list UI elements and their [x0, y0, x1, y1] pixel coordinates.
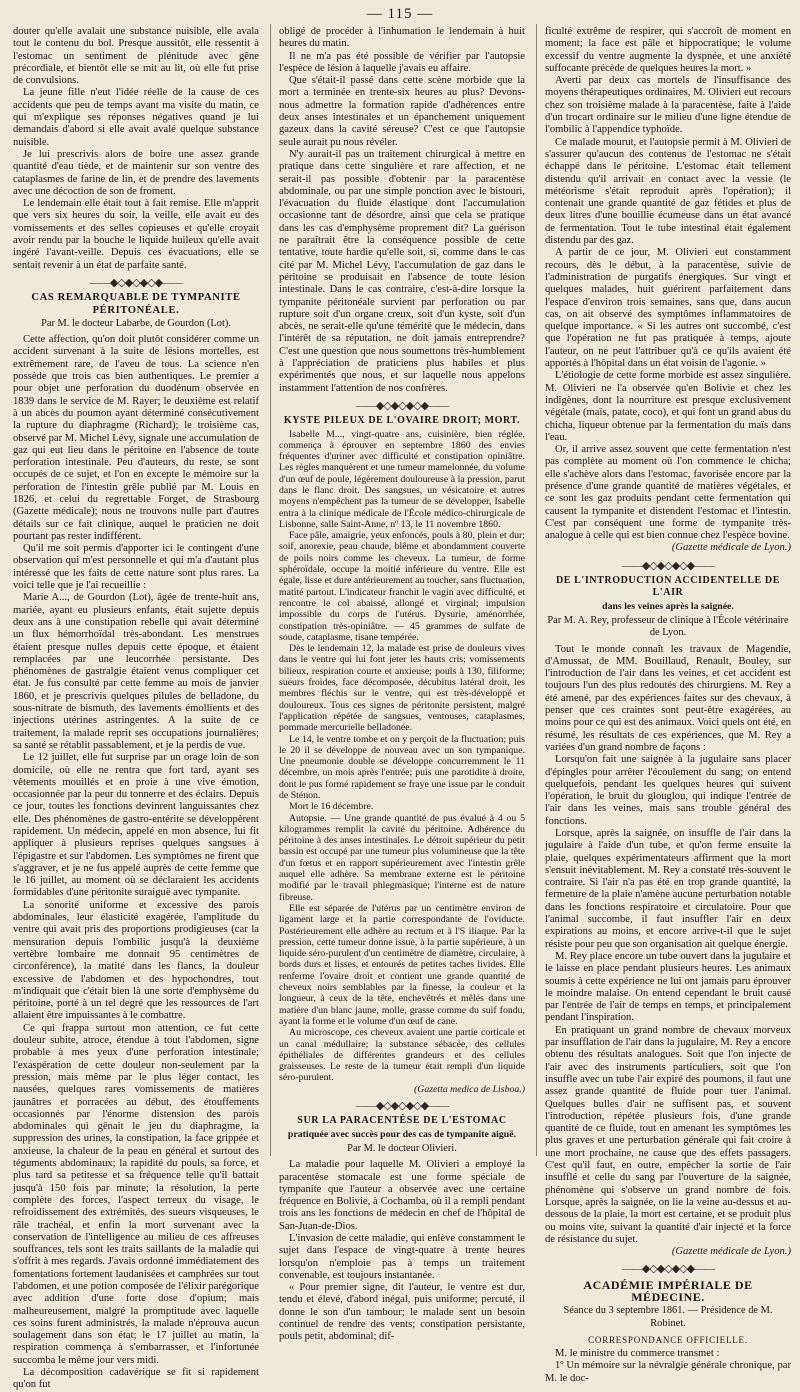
paragraph: La jeune fille n'eut l'idée réelle de la cause de ces accidents que peu de temps avant ma visite du matin, ce qui m'explique ses réponses négatives quand je lui demandais d'abord si elle avait avalé quelque substance nuisible. [13, 87, 259, 148]
column-divider [270, 24, 271, 1156]
article-subtitle: dans les veines après la saignée. [602, 600, 734, 612]
paragraph: ficulté extrême de respirer, qui s'accroît de moment en moment; la face est pâle et hippocratique; le volume excessif du ventre augmente la dyspnée, et une anxiété suffocante précède de quelques heures la mort. » [545, 26, 791, 74]
section-separator: ——◆◇◆◇◆◇◆—— [355, 399, 449, 412]
paragraph: La décomposition cadavérique se fit si rapidement qu'on fut [13, 1367, 259, 1391]
article-author: Par M. le docteur Labarbe, de Gourdon (Lot). [41, 317, 231, 329]
source-citation: (Gazette médicale de Lyon.) [671, 1246, 791, 1258]
section-separator: ——◆◇◆◇◆◇◆—— [621, 559, 715, 572]
paragraph: N'y aurait-il pas un traitement chirurgical à mettre en pratique dans cette singulière et rare affection, et ne serait-il pas possible d'obtenir par la paracentèse abdominale, ou par une simple ponction avec le bistouri, l'évacuation du fluide élastique dont l'accumulation occasionne tant de désordre, ainsi que cela se pratique dans les cas d'emphysème proprement dit? La guérison ne paraîtrait être la conséquence possible de cette tentative, toute hardie qu'elle soit, si, comme dans le cas cité par M. Michel Lévy, l'accumulation de gaz dans le péritoine se produisait en l'absence de toute lésion intestinale. Dans le cas contraire, c'est-à-dire lorsque la tympanite péritonéale survient par perforation ou par rupture soit d'un organe creux, soit d'un kyste, soit d'un abcès, ne serait-elle qu'une témérité que le médecin, dans l'intérêt de sa réputation, ne doit jamais entreprendre? C'est une question que nous soumettons très-humblement à l'appréciation de praticiens plus habiles et plus expérimentés que nous, et sur laquelle nous appelons instamment l'attention de nos confrères. [279, 148, 525, 394]
article-subtitle: pratiquée avec succès pour des cas de tympanite aiguë. [287, 1128, 517, 1140]
paragraph: Il ne m'a pas été possible de vérifier par l'autopsie l'espèce de lésion à laquelle j'avais eu affaire. [279, 50, 525, 74]
article-title: KYSTE PILEUX DE L'OVAIRE DROIT; MORT. [283, 415, 521, 427]
paragraph: Le 14, le ventre tombe et on y perçoit de la fluctuation; puis le 20 il se développe de nouveau avec un son tympanique. Une pneumonie double se développe concurremment le 11 décembre, un mois après l'entrée; puis une parotidite à droite, dont le pus formé rapidement se fraye une issue par le conduit de Sténon. [279, 733, 525, 801]
paragraph: douter qu'elle avalait une substance nuisible, elle avala tout le contenu du bol. Presque aussitôt, elle ressentit à l'estomac un sentiment de plénitude avec gêne précordiale, et bientôt elle se mit au lit, où elle fut prise de convulsions. [13, 26, 259, 87]
paragraph: La sonorité uniforme et excessive des parois abdominales, leur élasticité exagérée, l'amplitude du ventre qui avait pris des proportions prodigieuses (car la mensuration depuis l'ombilic jusqu'à la deuxième vertèbre lombaire me donnait 95 centimètres de circonférence), la matité dans les flancs, la douleur excessive de l'abdomen et des hypochondres, tout m'indiquait que c'était bien là une sorte d'emphysème du péritoine, porté à un tel degré que les ressources de l'art allaient être impuissantes à le combattre. [13, 899, 259, 1022]
paragraph: Lorsque, après la saignée, on insuffle de l'air dans la jugulaire à l'aide d'un tube, et qu'on ferme ensuite la plaie, quelques expérimentateurs affirment que la mort s'ensuit inévitablement. M. Rey a constaté très-souvent le contraire. Si l'air n'a pas été en trop grande quantité, la fermeture de la plaie n'amène aucune perturbation notable dans les fonctions respiratoire et circulatoire. Pour que l'animal succombe, il faut insuffler l'air en deux expirations au moins, et encore arrive-t-il que le sujet résiste pour peu que son organisation ait quelque énergie. [545, 828, 791, 950]
paragraph: L'invasion de cette maladie, qui enlève constamment le sujet dans l'espace de vingt-quatre à trente heures lorsqu'on n'emploie pas à temps un traitement convenable, est toujours instantanée. [279, 1232, 525, 1281]
paragraph: Averti par deux cas mortels de l'insuffisance des moyens thérapeutiques ordinaires, M. Olivieri eut recours chez son troisième malade à la paracentèse, faite à l'aide d'un trocart ordinaire sur le milieu d'une ligne étendue de l'ombilic à l'appendice typhoïde. [545, 75, 791, 136]
article-title: SUR LA PARACENTÈSE DE L'ESTOMAC [297, 1115, 507, 1127]
paragraph: Au microscope, ces cheveux avaient une partie corticale et un canal médullaire; la substance sébacée, des cellules épithéliales de différentes grandeurs et des cellules graisseuses. Le reste de la tumeur était rempli d'un liquide séro-purulent. [279, 1027, 525, 1084]
paragraph: Or, il arrive assez souvent que cette fermentation n'est pas complète au moment où l'on commence le chicha; elle s'achève alors dans l'estomac, favorisée encore par la présence d'une grande quantité de matières végétales, et ce sont les gaz produits pendant cette fermentation qui causent la tympanite et distendent l'estomac et l'intestin. C'est par conséquent une forme de tympanite très-analogue à celle qui est bien connue chez l'espèce bovine. [545, 444, 791, 542]
paragraph: M. Rey place encore un tube ouvert dans la jugulaire et le laisse en place pendant plusieurs heures. Les animaux soumis à cette expérience ne lui ont jamais paru éprouver le moindre malaise. On entend cependant le bruit causé par l'entrée de l'air de temps en temps, et principalement pendant l'inspiration. [545, 950, 791, 1024]
section-separator: ——◆◇◆◇◆◇◆—— [89, 276, 183, 289]
paragraph: Le lendemain elle était tout à fait remise. Elle m'apprit que vers six heures du soir, la veille, elle avait eu des vomissements et des selles copieuses et qu'elle croyait avoir rendu par la bouche le liquide huileux qu'elle avait ingéré l'avant-veille. Depuis ces évacuations, elle se sentait revenir à un état de parfaite santé. [13, 198, 259, 271]
article-author: Par M. A. Rey, professeur de clinique à l'École vétérinaire de Lyon. [547, 614, 789, 639]
paragraph: « Pour premier signe, dit l'auteur, le ventre est dur, tendu et élevé, d'abord inégal, puis uniforme; percuté, il donne le son d'un tambour; le malade sent un besoin continuel de rendre des vents; constipation persistante, pouls petit, abdominal; dif- [279, 1282, 525, 1343]
paragraph: Mort le 16 décembre. [289, 801, 374, 813]
column-divider [536, 24, 537, 1156]
source-citation: (Gazette médicale de Lyon.) [671, 542, 791, 554]
paragraph: Le 12 juillet, elle fut surprise par un orage loin de son domicile, où elle ne rentra que fort tard, ayant ses vêtements mouillés et en proie à une vive émotion, occasionnée par la peur du tonnerre et des éclairs. Depuis ce jour, toutes les fonctions devinrent languissantes chez elle. Des phénomènes de gastro-entérite se développèrent rapidement. Un médecin, appelé en mon absence, lui fit appliquer à plusieurs reprises quelques sangsues à l'épigastre et sur l'abdomen. Les symptômes ne firent que s'aggraver, et je ne fus appelé auprès de cette femme que le 16 juillet, au moment où se déclaraient les accidents formidables d'une péritonite suraiguë avec tympanite. [13, 752, 259, 899]
paragraph: Isabelle M..., vingt-quatre ans, cuisinière, bien réglée, commença à éprouver en septembre 1860 des envies fréquentes d'uriner avec difficulté et constipation opiniâtre. Les règles manquèrent et une tumeur mamelonnée, du volume d'un œuf de poule, légèrement douloureuse à la pression, parut dans le flanc droit. Des sangsues, un vésicatoire et autres moyens n'empêchent pas la tumeur de se développer, Isabelle entra à la clinique médicale de l'École médico-chirurgicale de Lisbonne, salle Saint-Anne, nº 13, le 11 novembre 1860. [279, 428, 525, 530]
academy-heading: ACADÉMIE IMPÉRIALE DE MÉDECINE. [583, 1277, 753, 1304]
paragraph: Face pâle, amaigrie, yeux enfoncés, pouls à 80, plein et dur; soif, anorexie, peau chaude, blême et abondamment couverte de poils noirs comme les cheveux. La tumeur, de forme sphéroïdale, occupe la moitié inférieure du ventre. Elle est égale, lisse et dure antérieurement au toucher, sans fluctuation, matité partout. L'indicateur franchit le vagin avec difficulté, et rencontre le col abaissé, allongé et virginal; impulsion impossible du corps de l'utérus. Dysurie, aménorrhée, constipation très-opiniâtre. — 45 grammes de sulfate de soude, cataplasme, tisane tempérée. [279, 530, 525, 643]
source-citation: (Gazetta medica de Lisboa.) [413, 1083, 525, 1095]
paragraph: obligé de procéder à l'inhumation le lendemain à huit heures du matin. [279, 26, 525, 50]
paragraph: L'étiologie de cette forme morbide est assez singulière. M. Olivieri ne l'a observée qu'en Bolivie et chez les indigènes, dont la nourriture est presque exclusivement végétale (maïs, patate, coco), et qui font un grand abus du chicha, liqueur obtenue par la fermentation du maïs dans l'eau. [545, 370, 791, 443]
article-author: Par M. le docteur Olivieri. [347, 1142, 457, 1154]
paragraph: M. le ministre du commerce transmet : [555, 1348, 720, 1360]
paragraph: Lorsqu'on fait une saignée à la jugulaire sans placer d'épingles pour arrêter l'écoulement du sang; on entend quelquefois, pendant les quelques heures qui suivent l'opération, le bruit du glouglou, qui indique l'entrée de l'air dans les veines, mais sans trouble général des fonctions. [545, 754, 791, 827]
paragraph: 1º Un mémoire sur la névralgie générale chronique, par M. le doc- [545, 1360, 791, 1384]
column-right [545, 26, 791, 1384]
session-line: Séance du 3 septembre 1861. — Présidence de M. Robinet. [563, 1305, 773, 1329]
paragraph: Tout le monde connaît les travaux de Magendie, d'Amussat, de MM. Bouillaud, Renault, Bouley, sur l'introduction de l'air dans les veines, et cet accident est toujours l'un des plus redoutés des chirurgiens. M. Rey a été amené, par des expériences faites sur des chevaux, à penser que ces craintes sont peut-être exagérées, au moins pour ce qui est des animaux. Voici quels ont été, en résumé, les résultats de ces expériences, que M. Rey a variées d'un grand nombre de façons : [545, 643, 791, 753]
paragraph: Autopsie. — Une grande quantité de pus évalué à 4 ou 5 kilogrammes remplit la cavité du péritoine. Adhérence du péritoine à des anses intestinales. Le détroit supérieur du petit bassin est occupé par une tumeur plus volumineuse que la tête d'un fœtus et en rapport supérieurement avec l'intestin grêle auquel elle adhère. Sa membrane externe est le péritoine modifié par le travail phlegmasique; l'interne est de nature fibreuse. [279, 812, 525, 903]
paragraph: Ce qui frappa surtout mon attention, ce fut cette douleur subite, atroce, étendue à tout l'abdomen, signe probable à mes yeux d'une perforation intestinale; l'exaspération de cette douleur non-seulement par la pression, mais même par le plus léger contact, les nausées, quelques rares vomissements de matières jaunâtres et porracées au début, des étouffements occasionnés par l'énorme distension des parois abdominales qui gênait le jeu du diaphragme, la suppression des urines, la constipation, la face grippée et anxieuse, la chaleur de la peau en général et surtout des téguments abdominaux; la rapidité du pouls, sa force, et plus tard sa petitesse et sa fréquence telle qu'il battait jusqu'à 150 fois par minute; la résolution, la perte complète des forces, l'aspect terreux du visage, le refroidissement des extrémités, des sueurs visqueuses, le râle trachéal, et enfin la mort survenant avec la conservation de l'intelligence au milieu de ces affreuses souffrances, tels sont les traits saillants de la maladie qui s'offrit à mes regards. J'avais ordonné immédiatement des fomentations fortement laudanisées et camphrées sur tout l'abdomen, et une potion composée de l'élixir parégorique avec addition d'une forte dose d'opium; mais malheureusement, malgré la promptitude avec laquelle ces soins furent administrés, la malade n'éprouva aucun soulagement dans son état; le 17 juillet au matin, la respiration commença à s'embarrasser, et l'infortunée succomba le même jour vers midi. [13, 1022, 259, 1366]
column-middle [279, 26, 525, 1343]
paragraph: Je lui prescrivis alors de boire une assez grande quantité d'eau tiède, et de maintenir sur son ventre des cataplasmes de farine de lin, et de prendre des lavements avec une décoction de son de froment. [13, 148, 259, 197]
paragraph: En pratiquant un grand nombre de chevaux morveux par insufflation de l'air dans la jugulaire, M. Rey a encore obtenu des résultats analogues. Soit que l'on injecte de l'air avec des instruments particuliers, soit que l'on insuffle avec un tube l'air expiré des poumons, il faut une assez grande quantité de fluide pour tuer l'animal. Quelques bulles d'air ne suffisent pas, et souvent l'introduction, répétée plusieurs fois, d'une grande quantité de ce fluide, tout en amenant les symptômes les plus graves et une perturbation générale qui fait croire à une mort prochaine, ne cause que des effets passagers. C'est qu'il faut, en outre, empêcher la sortie de l'air insufflé et celle du sang par l'ouverture de la saignée, phénomène qui s'observe un grand nombre de fois. Lorsque, après la saignée, on lie la veine au-dessus et au-dessous de la plaie, la mort est certaine, et se produit plus ou moins vite, suivant la quantité d'air injecté et la force de résistance du sujet. [545, 1024, 791, 1245]
paragraph: A partir de ce jour, M. Olivieri eut constamment recours, dès le début, à la paracentèse, suivie de l'administration de purgatifs énergiques. Sur vingt et quelques malades, huit guérirent parfaitement dans l'espace d'environ trois semaines, sans que, dans aucun cas, on ait observé des symptômes inflammatoires de quelque importance. « Si les autres ont succombé, c'est que l'opération ne fut pas pratiquée à temps, ajoute l'auteur, on ne peut l'attribuer qu'à ce qu'ils avaient été apportés à l'hôpital dans un état voisin de l'agonie. » [545, 247, 791, 370]
article-title: DE L'INTRODUCTION ACCIDENTELLE DE L'AIR [555, 575, 780, 599]
correspondence-heading: CORRESPONDANCE OFFICIELLE. [588, 1334, 748, 1345]
page-number: — 115 — [366, 6, 434, 22]
section-separator: ——◆◇◆◇◆◇◆—— [355, 1100, 449, 1113]
paragraph: Dès le lendemain 12, la malade est prise de douleurs vives dans le ventre qui lui font jeter les hauts cris; vomissements bilieux, respiration courte et anxieuse; pouls à 130, filiforme; sueurs froides, face décomposée, décubitus latéral droit, les membres fléchis sur le ventre, qui est très-développé et douloureux. Tous ces signes de péritonite persistent, malgré l'application répétée de sangsues, ventouses, cataplasmes, pommade mercurielle belladonée. [279, 643, 525, 734]
paragraph: Qu'il me soit permis d'apporter ici le contingent d'une observation qui m'est personnelle et qui m'a d'autant plus intéressé que les faits de cette nature sont plus rares. La voici telle que je l'ai recueillie : [13, 543, 259, 592]
section-separator: ——◆◇◆◇◆◇◆—— [621, 1263, 715, 1276]
column-left [13, 26, 259, 1391]
article-title: CAS REMARQUABLE DE TYMPANITE PÉRITONÉALE. [31, 292, 241, 316]
paragraph: Elle est séparée de l'utérus par un centimètre environ de ligament large et la partie correspondante de l'oviducte. Postérieurement elle adhère au rectum et à l'S iliaque. Par la pression, cette tumeur donne issue, à la partie supérieure, à un liquide séro-purulent d'un centimètre de diamètre, circulaire, à bords durs et lisses, et entourés de petites taches livides. Elle renferme l'ovaire droit et contient une grande quantité de cheveux noirs semblables par la finesse, la couleur et la longueur, à ceux de la tête, enchevêtrés et mêlés dans une matière d'un blanc jaune, molle, grasse comme du suif fondu, ayant la forme et le volume d'un œuf de cane. [279, 902, 525, 1027]
paragraph: Marie A..., de Gourdon (Lot), âgée de trente-huit ans, mariée, ayant eu plusieurs enfants, était sujette depuis deux ans à une constipation rebelle qui avait déterminé un flux hémorrhoïdal très-abondant. Les menstrues étaient presque nulles depuis cette époque, et étaient remplacées par une leucorrhée persistante. Des phénomènes de gastralgie étaient venus compliquer cet état. Je fus consulté par cette femme au mois de janvier 1860, et je prescrivis quelques pilules de belladone, du sous-nitrate de bismuth, des lavements émollients et des injections utérines astringentes. A la suite de ce traitement, la malade reprit ses occupations journalières; sa santé se rétablit passablement, et je la perdis de vue. [13, 592, 259, 751]
paragraph: La maladie pour laquelle M. Olivieri a employé la paracentèse stomacale est une forme spéciale de tympanite que l'auteur a observée avec une certaine fréquence en Bolivie, à Cochamba, où il a rempli pendant trois ans les fonctions de médecin en chef de l'hôpital de San-Juan-de-Dios. [279, 1159, 525, 1232]
paragraph: Cette affection, qu'on doit plutôt considérer comme un accident survenant à la suite de lésions mortelles, est extrêmement rare, de l'aveu de tous. La science n'en possède que trois cas bien authentiques. Le premier a pour objet une perforation du duodénum observée en 1839 dans le service de M. Rayer; le deuxième est relatif à un abcès du poumon ayant déterminé consécutivement la rupture du diaphragme (Richard); le troisième cas, observé par M. Michel Lévy, signale une accumulation de gaz qui eut lieu dans le péritoine en l'absence de toute perforation intestinale. Peu d'auteurs, du reste, se sont occupés de ce sujet, et l'on en excepte le mémoire sur la perforation de l'intestin grêle publié par M. Louis en 1826, et celui du regrettable Forget, de Strasbourg (Gazette médicale); nous ne trouvons nulle part d'autres détails sur ce fait clinique, auquel le praticien ne doit pourtant pas rester indifférent. [13, 334, 259, 542]
paragraph: Ce malade mourut, et l'autopsie permit à M. Olivieri de s'assurer qu'aucun des contenus de l'estomac ne s'était échappé dans le péritoine. L'estomac était tellement distendu qu'il arrivait en contact avec la vessie (le météorisme s'était reproduit après l'opération); il contenait une grande quantité de gaz fétides et plus de deux litres d'une bouillie écumeuse dans un état avancé de fermentation. Tout le tube intestinal était également distendu par des gaz. [545, 136, 791, 247]
paragraph: Que s'était-il passé dans cette scène morbide que la mort a terminée en trente-six heures au plus? Devons-nous admettre la formation rapide d'adhérences entre deux anses intestinales et un épanchement uniquement gazeux dans la cavité séreuse? C'est ce que l'autopsie seule aurait pu nous révéler. [279, 75, 525, 148]
